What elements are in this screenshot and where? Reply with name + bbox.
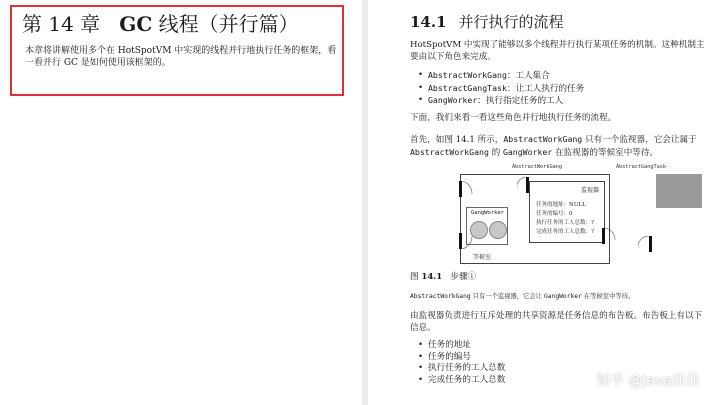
- right-page: [368, 0, 720, 405]
- workgang-room: [460, 174, 610, 264]
- monitor-box: [529, 181, 605, 243]
- flow-paragraph: 下面，我们来看一看这些角色并行地执行任务的流程。: [410, 113, 617, 123]
- chapter-name-cn: 线程（并行篇）: [158, 12, 299, 36]
- board-list: [418, 340, 505, 386]
- workgang-label: AbstractWorkGang: [512, 164, 562, 170]
- figure-14-1: [454, 162, 719, 270]
- monitor-line: 完成任务的工人总数：?: [536, 229, 594, 235]
- chapter-name-latin: GC: [119, 12, 153, 36]
- intro-paragraph: HotSpotVM 中实现了能够以多个线程并行执行某项任务的机制。这种机制主要由以下角色来完成。: [410, 40, 705, 62]
- list-item: • AbstractGangTask：让工人执行的任务: [418, 83, 584, 96]
- board-paragraph: 由监视器负责进行互斥处理的共享资源是任务信息的布告板。布告板上有以下信息。: [410, 311, 703, 333]
- figure-ref-paragraph: 首先，如图 14.1 所示，AbstractWorkGang 只有一个监视器，它会让属于 AbstractWorkGang 的 GangWorker 在监视器的等候室中等待。: [410, 134, 697, 158]
- door-icon: [638, 236, 652, 252]
- list-item: • GangWorker：执行指定任务的工人: [418, 95, 584, 108]
- monitor-title: 监视器: [580, 187, 599, 194]
- door-icon: [602, 228, 616, 244]
- list-item: • 任务的地址: [418, 340, 505, 352]
- roles-list: [418, 70, 584, 108]
- watermark: 知乎 @Java佳佳: [595, 373, 700, 389]
- door-icon: [517, 177, 529, 193]
- list-item: • 任务的编号: [418, 352, 505, 364]
- section-title: 并行执行的流程: [458, 13, 564, 31]
- list-item: • 执行任务的工人总数: [418, 363, 505, 375]
- door-icon: [459, 233, 473, 249]
- figure-caption: 图 14.1 步骤①: [410, 272, 477, 282]
- section-heading: [410, 11, 564, 32]
- chapter-intro: 本章将讲解使用多个在 HotSpotVM 中实现的线程并行地执行任务的框架，看一看并行 GC 是如何使用该框架的。: [25, 46, 337, 68]
- list-item: • 完成任务的工人总数: [418, 375, 505, 387]
- worker-circle: [489, 221, 507, 239]
- chapter-prefix: 第 14 章: [22, 12, 101, 36]
- waiting-room-label: 等候室: [473, 254, 492, 261]
- door-icon: [459, 181, 473, 197]
- monitor-line: 任务的编号：0: [536, 211, 573, 217]
- chapter-title: [22, 8, 299, 37]
- monitor-line: 任务的地址：NULL: [536, 202, 586, 208]
- gangtask-label: AbstractGangTask: [616, 164, 666, 170]
- list-item: • AbstractWorkGang：工人集合: [418, 70, 584, 83]
- figure-note: AbstractWorkGang 只有一个监视器，它会让 GangWorker 在等候室中等待。: [410, 293, 635, 300]
- gang-task-box: [656, 174, 702, 208]
- monitor-line: 执行任务的工人总数：?: [536, 220, 594, 226]
- worker-label: GangWorker: [471, 210, 505, 216]
- section-number: 14.1: [410, 13, 447, 31]
